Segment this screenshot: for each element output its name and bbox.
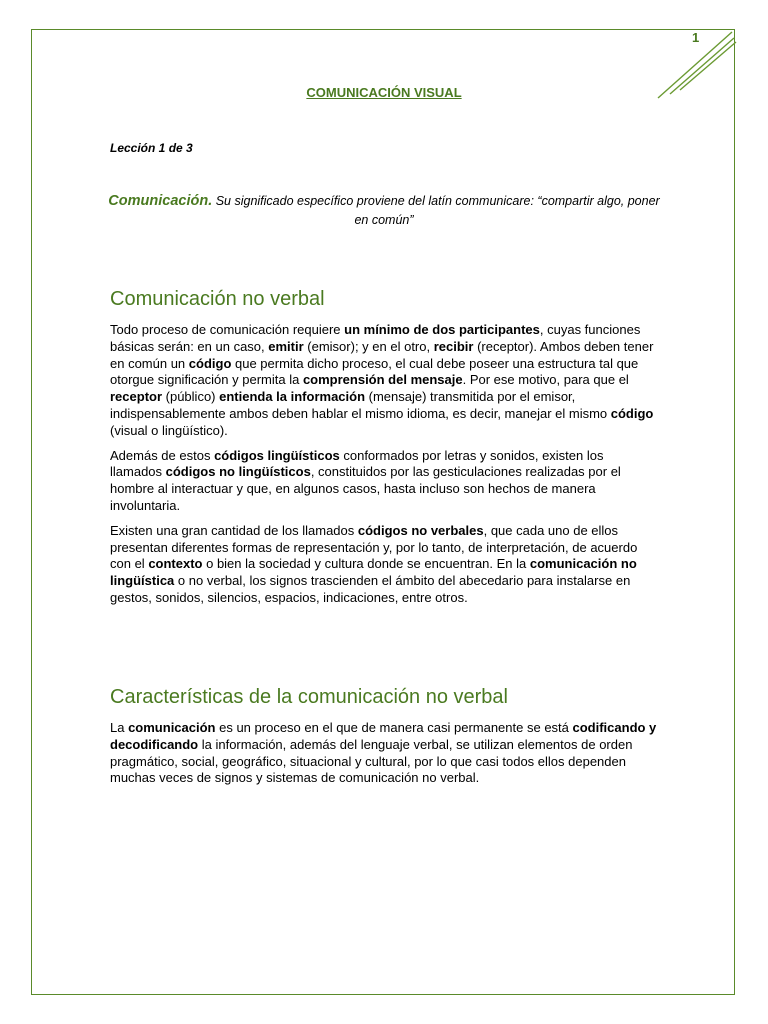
section-heading: Comunicación no verbal (110, 288, 325, 310)
text-run: La (110, 720, 129, 735)
text-run: o no verbal, los signos trascienden el ámbito del abecedario para instalarse en gestos, sonidos, silencios, espacios, indicaciones, entre otros. (110, 573, 631, 605)
text-run: , cuyas funciones básicas serán: en un caso, (110, 322, 641, 354)
text-run: Todo proceso de comunicación requiere (110, 322, 345, 337)
text-run: Además de estos (110, 447, 215, 463)
section-body (110, 720, 658, 787)
page-number: 1 (692, 30, 700, 45)
section-body (110, 322, 658, 607)
bold-text: receptor (110, 389, 163, 405)
text-run: Existen una gran cantidad de los llamados (110, 522, 358, 538)
text-run: (público) (162, 389, 220, 405)
text-run: o bien la sociedad y cultura donde se encuentran. En la (202, 556, 530, 572)
definition-text: Su significado específico proviene del latín communicare: “compartir algo, poner en común” (212, 194, 660, 227)
text-run: la información, además del lenguaje verbal, se utilizan elementos de orden pragmático, social, geográfico, situacional y cultural, por lo que casi todos ellos dependen muchas veces de signos y sistemas de comunicación no verbal. (110, 736, 633, 786)
bold-text: contexto (148, 556, 203, 572)
text-run: . Por ese motivo, para que el (462, 372, 629, 388)
paragraph (110, 322, 658, 440)
bold-text: recibir (433, 338, 474, 354)
text-run: (receptor). Ambos deben tener en común un (110, 338, 654, 371)
bold-text: emitir (268, 338, 304, 354)
bold-text: comunicación no lingüística (110, 556, 637, 589)
section-caracteristicas (110, 684, 658, 795)
text-run: conformados por letras y sonidos, existen los llamados (110, 447, 604, 480)
bold-text: comunicación (128, 720, 216, 735)
paragraph (110, 523, 658, 607)
text-run: (mensaje) transmitida por el emisor, indispensablemente ambos deben hablar el mismo idioma, es decir, manejar el mismo (110, 389, 611, 421)
bold-text: códigos lingüísticos (214, 447, 340, 463)
section-heading: Características de la comunicación no verbal (110, 686, 508, 708)
document-title: COMUNICACIÓN VISUAL (306, 85, 462, 100)
bold-text: códigos no lingüísticos (165, 464, 311, 480)
section-comunicacion-no-verbal (110, 286, 658, 615)
text-run: (visual o lingüístico). (110, 422, 228, 438)
bold-text: código (610, 405, 654, 421)
bold-text: entienda la información (219, 389, 366, 405)
bold-text: código (188, 355, 232, 371)
text-run: , que cada uno de ellos presentan diferentes formas de representación y, por lo tanto, de interpretación, de acuerdo con el (110, 522, 638, 572)
bold-text: comprensión del mensaje (302, 372, 463, 388)
lesson-label: Lección 1 de 3 (110, 141, 193, 155)
paragraph (110, 448, 658, 515)
text-run: que permita dicho proceso, el cual debe poseer una estructura tal que otorgue significación y permita la (110, 355, 639, 388)
paragraph (110, 720, 658, 787)
text-run: (emisor); y en el otro, (303, 338, 434, 354)
bold-text: un mínimo de dos participantes (344, 322, 540, 337)
bold-text: códigos no verbales (357, 522, 484, 538)
text-run: es un proceso en el que de manera casi permanente se está (215, 720, 573, 735)
definition-block (108, 192, 660, 230)
bold-text: codificando y decodificando (110, 720, 657, 752)
definition-term: Comunicación. (108, 193, 213, 209)
text-run: , constituidos por las gesticulaciones realizadas por el hombre al interactuar y que, en algunos casos, hasta incluso son hechos de manera involuntaria. (110, 464, 621, 513)
